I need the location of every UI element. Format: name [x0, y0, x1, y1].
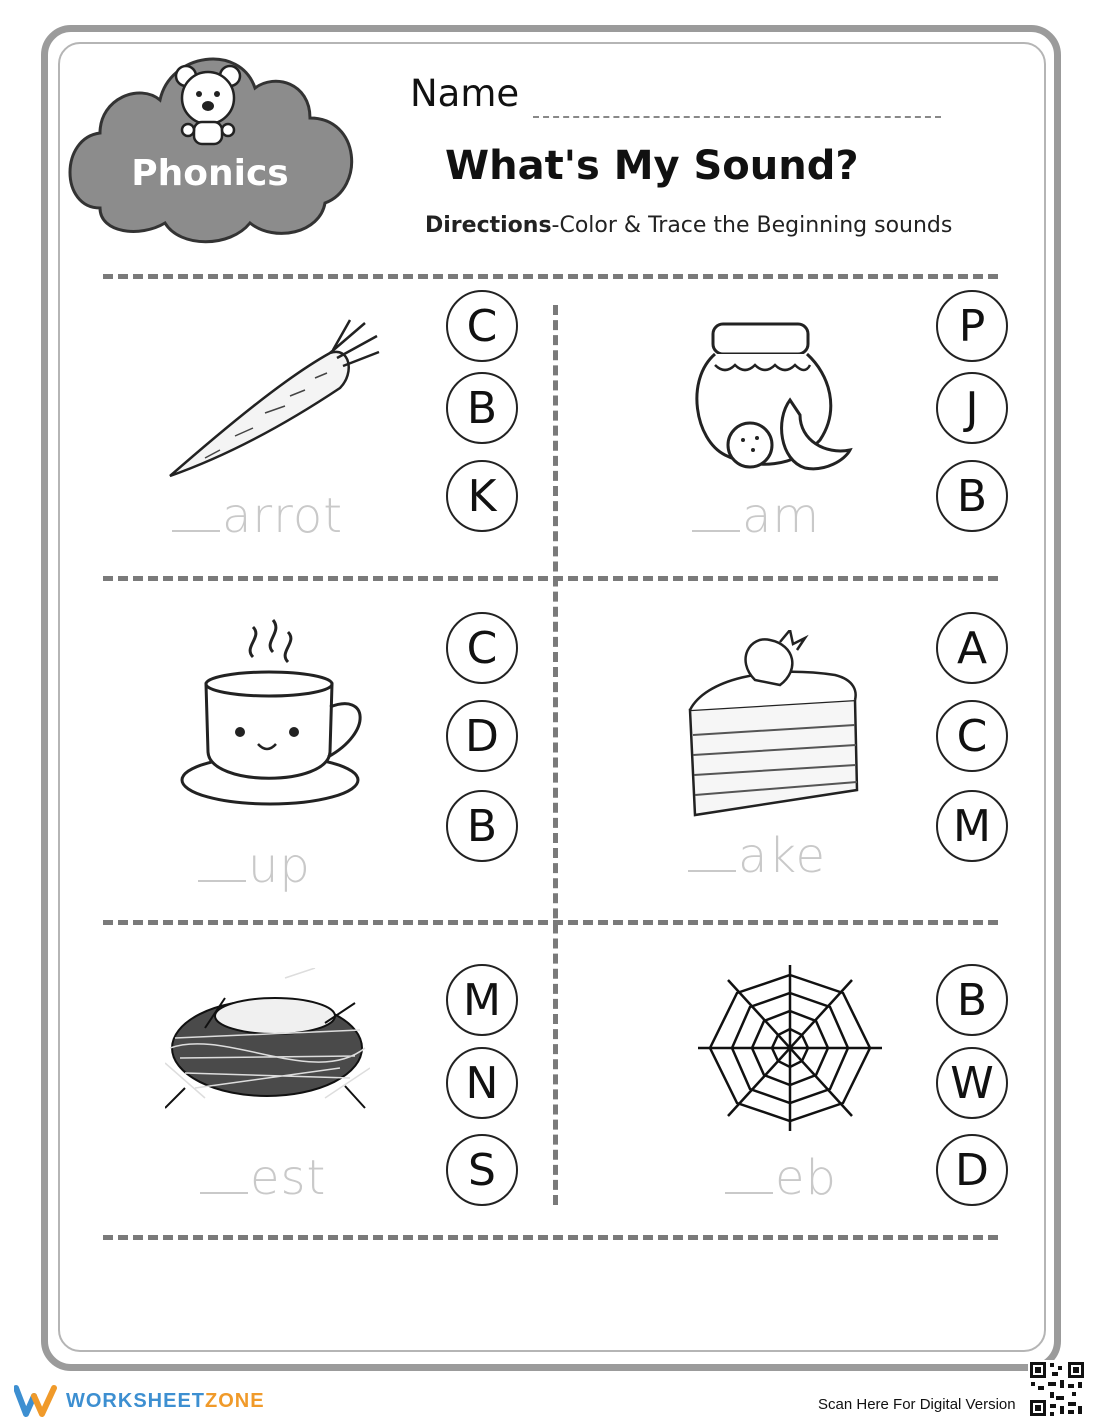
letter-option[interactable]: D	[446, 700, 518, 772]
cup-icon	[178, 612, 368, 807]
letter-option[interactable]: C	[446, 290, 518, 362]
scan-caption: Scan Here For Digital Version	[818, 1396, 1016, 1413]
letter-option[interactable]: D	[936, 1134, 1008, 1206]
divider-horizontal	[103, 920, 998, 925]
jam-jar-icon	[695, 320, 855, 475]
trace-word[interactable]: arrot	[172, 488, 343, 544]
letter-option[interactable]: P	[936, 290, 1008, 362]
name-field[interactable]	[533, 116, 941, 118]
brand-name: WORKSHEETZONE	[66, 1389, 265, 1412]
trace-word[interactable]: eb	[725, 1150, 837, 1206]
qr-code-icon[interactable]	[1028, 1360, 1086, 1418]
directions-label: Directions	[425, 213, 552, 238]
letter-option[interactable]: S	[446, 1134, 518, 1206]
trace-word[interactable]: est	[200, 1150, 326, 1206]
letter-option[interactable]: M	[446, 964, 518, 1036]
page-title: What's My Sound?	[445, 143, 859, 189]
nest-icon	[165, 968, 370, 1116]
letter-option[interactable]: B	[936, 964, 1008, 1036]
worksheetzone-logo-icon	[14, 1384, 58, 1418]
letter-option[interactable]: B	[446, 790, 518, 862]
letter-option[interactable]: N	[446, 1047, 518, 1119]
letter-option[interactable]: M	[936, 790, 1008, 862]
trace-word[interactable]: ake	[688, 828, 826, 884]
directions-text: -Color & Trace the Beginning sounds	[551, 213, 953, 238]
brand-logo[interactable]	[14, 1384, 265, 1418]
trace-word[interactable]: am	[692, 488, 820, 544]
phonics-badge	[60, 38, 370, 248]
web-icon	[698, 965, 882, 1131]
carrot-icon	[165, 318, 385, 483]
divider-horizontal	[103, 274, 998, 279]
badge-label: Phonics	[131, 153, 289, 194]
letter-option[interactable]: B	[446, 372, 518, 444]
cake-icon	[685, 630, 865, 820]
divider-horizontal	[103, 1235, 998, 1240]
divider-horizontal	[103, 576, 998, 581]
trace-word[interactable]: up	[198, 838, 311, 894]
letter-option[interactable]: K	[446, 460, 518, 532]
letter-option[interactable]: A	[936, 612, 1008, 684]
name-label: Name	[410, 72, 520, 115]
directions	[425, 213, 952, 238]
bear-icon	[176, 66, 240, 144]
letter-option[interactable]: C	[446, 612, 518, 684]
letter-option[interactable]: C	[936, 700, 1008, 772]
letter-option[interactable]: B	[936, 460, 1008, 532]
divider-vertical	[553, 305, 558, 1205]
letter-option[interactable]: W	[936, 1047, 1008, 1119]
cloud-icon	[60, 38, 370, 248]
letter-option[interactable]: J	[936, 372, 1008, 444]
